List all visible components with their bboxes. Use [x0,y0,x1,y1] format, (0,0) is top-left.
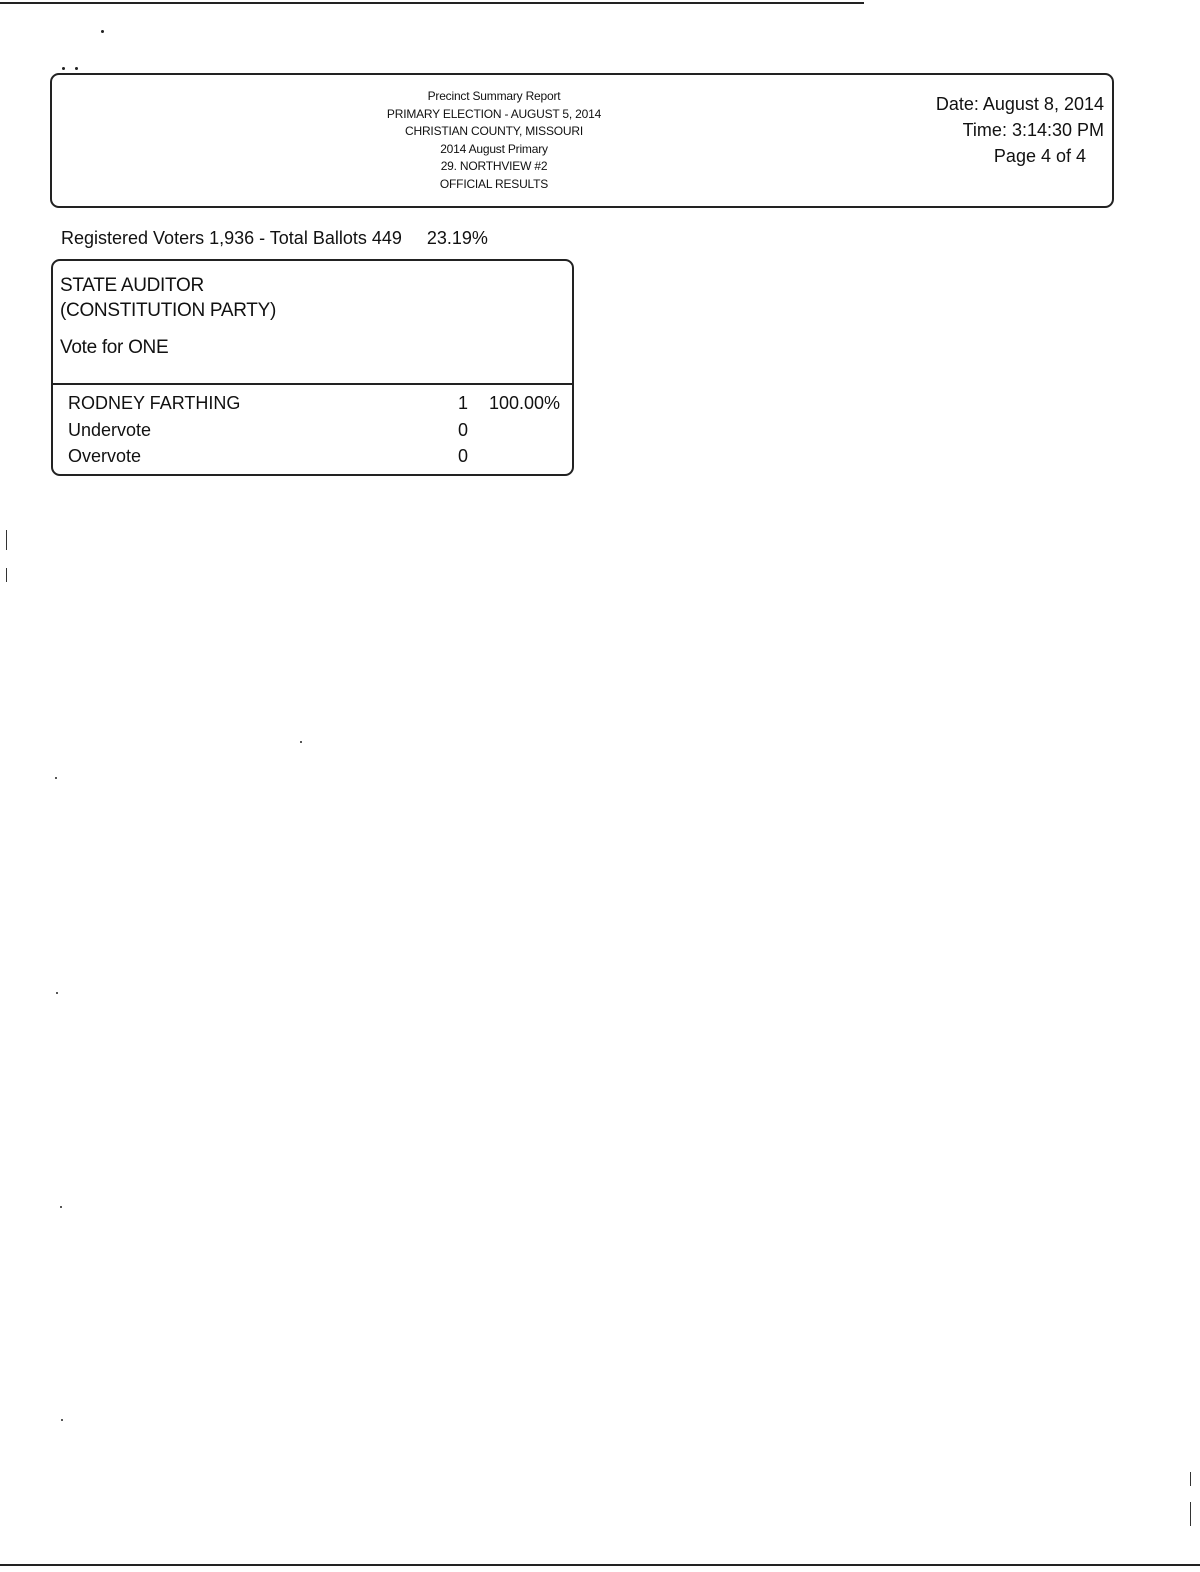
contest-divider [53,383,572,385]
overvote-label: Overvote [68,446,142,466]
report-time: Time: 3:14:30 PM [962,120,1104,140]
registration-text: Registered Voters 1,936 - Total Ballots 449 [61,228,402,248]
contest-state-auditor [51,259,574,476]
report-meta [864,91,1104,169]
result-row [68,446,568,472]
vote-count: 0 [457,446,468,466]
election-name: 2014 August Primary [440,141,548,156]
page-bottom-border [0,1564,1200,1566]
report-date: Date: August 8, 2014 [935,94,1104,114]
undervote-label: Undervote [68,420,152,440]
vote-count: 1 [457,393,468,413]
report-title: Precinct Summary Report [427,89,561,103]
contest-party: (CONSTITUTION PARTY) [60,300,277,321]
scan-edge-mark [1190,1502,1191,1526]
registration-summary [61,228,488,249]
result-row [68,393,568,419]
precinct-name: 29. NORTHVIEW #2 [440,159,548,173]
scan-edge-mark [6,568,7,582]
report-header [50,73,1114,208]
vote-for-instruction: Vote for ONE [60,337,169,358]
vote-count: 0 [457,420,468,440]
contest-office: STATE AUDITOR [60,275,204,296]
jurisdiction: CHRISTIAN COUNTY, MISSOURI [405,124,583,138]
result-row [68,420,568,446]
candidate-name: RODNEY FARTHING [68,393,241,413]
scan-speck [62,67,65,70]
scan-speck [61,1419,63,1421]
page-top-border [0,2,864,4]
scan-speck [75,67,78,70]
results-status: OFFICIAL RESULTS [439,176,549,191]
turnout-percent: 23.19% [426,228,488,248]
scan-speck [56,992,58,994]
report-heading [344,88,644,193]
scan-speck [60,1206,62,1208]
page-number: Page 4 of 4 [993,146,1086,166]
contest-title [60,273,276,323]
scan-edge-mark [6,530,7,550]
election-title: PRIMARY ELECTION - AUGUST 5, 2014 [386,106,602,121]
scan-speck [55,777,57,779]
scan-speck [300,741,302,743]
vote-percent: 100.00% [488,393,560,413]
scan-edge-mark [1190,1472,1191,1486]
scan-speck [101,30,104,33]
